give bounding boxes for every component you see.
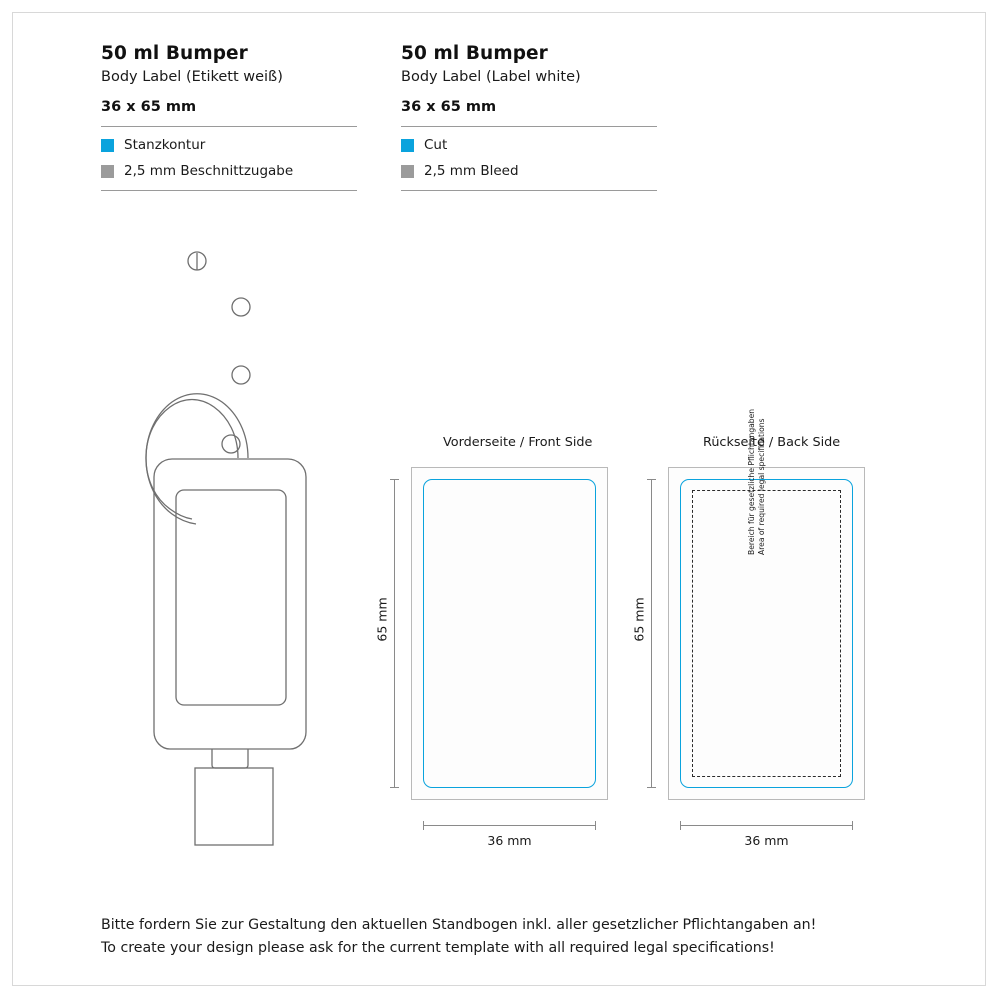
bleed-color-swatch xyxy=(401,165,414,178)
dimension-tick xyxy=(595,821,596,830)
bottle-outline-svg xyxy=(100,245,360,855)
front-width-label: 36 mm xyxy=(487,833,532,848)
legend-en-title: 50 ml Bumper xyxy=(401,43,548,64)
front-side-caption: Vorderseite / Front Side xyxy=(443,435,593,450)
legend-en-subtitle: Body Label (Label white) xyxy=(401,69,581,85)
dimension-tick xyxy=(423,821,424,830)
dimension-tick xyxy=(390,479,399,480)
back-height-dimension-line xyxy=(651,479,652,788)
footer-note xyxy=(101,914,901,960)
front-height-dimension-line xyxy=(394,479,395,788)
legend-de-item-bleed xyxy=(101,163,357,179)
front-width-dimension-line xyxy=(423,825,596,826)
legend-en-item-cut-label: Cut xyxy=(424,137,448,153)
cut-color-swatch xyxy=(101,139,114,152)
legend-de-title: 50 ml Bumper xyxy=(101,43,248,64)
legend-en-divider-top xyxy=(401,126,657,127)
footer-note-en: To create your design please ask for the current template with all required legal specifications! xyxy=(101,940,775,956)
legal-specifications-line-de: Bereich für gesetzliche Pflichtangaben xyxy=(747,408,756,555)
footer-note-de: Bitte fordern Sie zur Gestaltung den aktuellen Standbogen inkl. aller gesetzlicher Pflichtangaben an! xyxy=(101,917,817,933)
legend-en-item-cut xyxy=(401,137,657,153)
back-side-caption: Rückseite / Back Side xyxy=(703,435,841,450)
legend-de-item-bleed-label: 2,5 mm Beschnittzugabe xyxy=(124,163,294,179)
bleed-color-swatch xyxy=(101,165,114,178)
legal-specifications-line-en: Area of required legal specifications xyxy=(756,418,766,555)
dimension-tick xyxy=(390,787,399,788)
legend-en xyxy=(401,42,657,191)
legend-en-divider-bottom xyxy=(401,190,657,191)
legend-de-item-cut-label: Stanzkontur xyxy=(124,137,206,153)
legend-en-item-bleed xyxy=(401,163,657,179)
legend-de-item-cut xyxy=(101,137,357,153)
legend-de-dimensions: 36 x 65 mm xyxy=(101,99,197,115)
legend-de-divider-top xyxy=(101,126,357,127)
legend-en-dimensions: 36 x 65 mm xyxy=(401,99,497,115)
dimension-tick xyxy=(647,479,656,480)
legal-specifications-text xyxy=(747,395,767,555)
legend-de-divider-bottom xyxy=(101,190,357,191)
legend-en-item-bleed-label: 2,5 mm Bleed xyxy=(424,163,519,179)
cut-color-swatch xyxy=(401,139,414,152)
front-height-label: 65 mm xyxy=(374,597,390,642)
dimension-tick xyxy=(852,821,853,830)
front-cut-contour xyxy=(423,479,596,788)
legend-de xyxy=(101,42,357,191)
dimension-tick xyxy=(680,821,681,830)
legend-de-subtitle: Body Label (Etikett weiß) xyxy=(101,69,283,85)
bottle-technical-drawing xyxy=(100,245,360,855)
back-width-label: 36 mm xyxy=(744,833,789,848)
dimension-tick xyxy=(647,787,656,788)
back-width-dimension-line xyxy=(680,825,853,826)
back-height-label: 65 mm xyxy=(631,597,647,642)
